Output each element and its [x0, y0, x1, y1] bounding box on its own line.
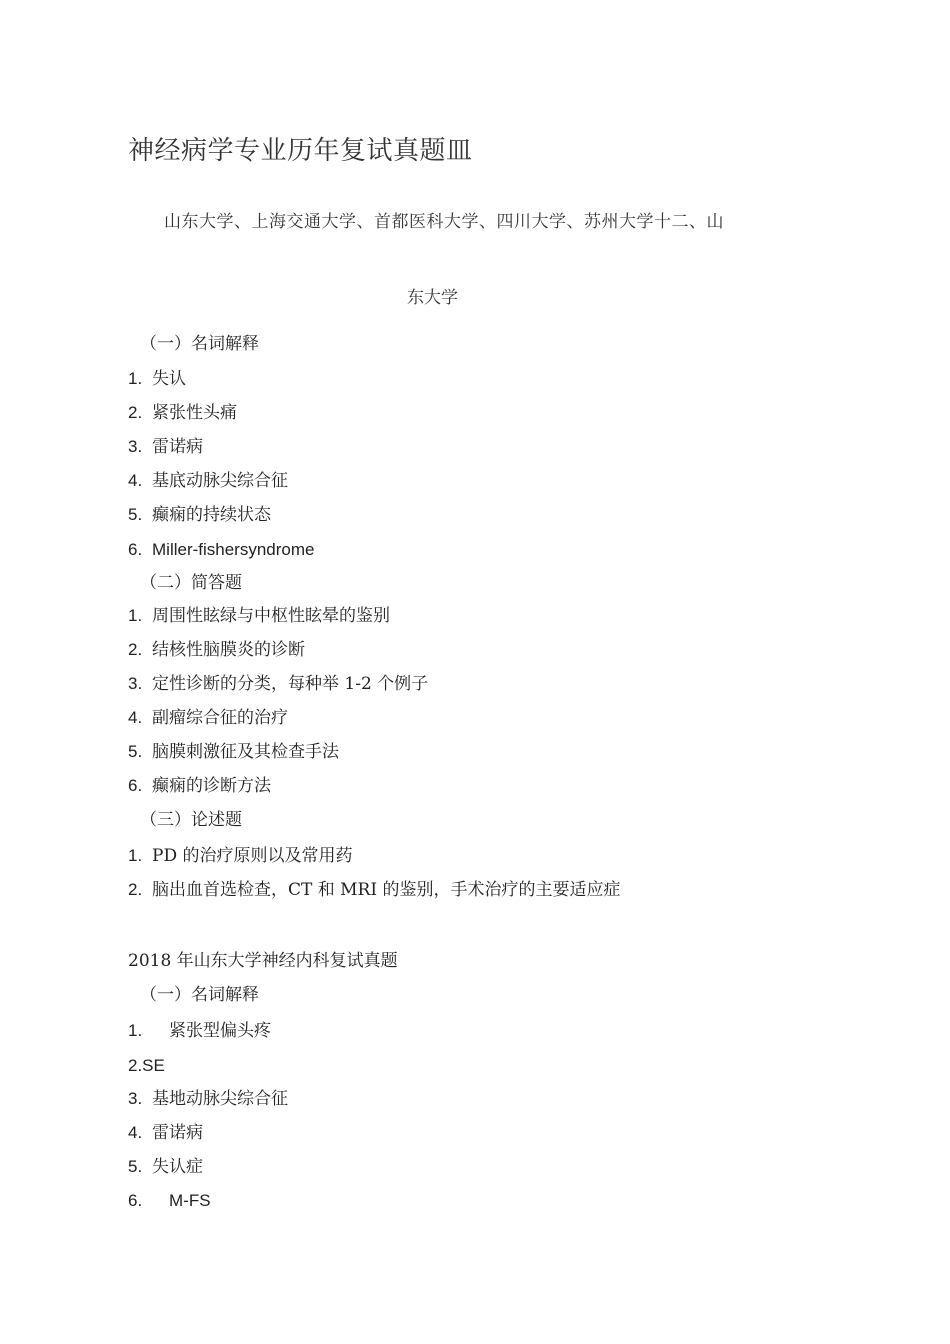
item-number: 4. — [128, 708, 143, 727]
item-text: PD 的治疗原则以及常用药 — [152, 846, 353, 866]
item-text: 基地动脉尖综合征 — [152, 1089, 288, 1109]
list-item — [128, 367, 186, 391]
item-text: 脑出血首选检查，CT 和 MRI 的鉴别，手术治疗的主要适应症 — [152, 880, 621, 900]
section3-heading: （三）论述题 — [140, 810, 242, 830]
item-number: 5. — [128, 1157, 143, 1176]
list-item — [128, 774, 271, 798]
item-number: 6. — [128, 540, 143, 559]
item-number: 5. — [128, 742, 143, 761]
section1-heading: （一）名词解释 — [140, 334, 259, 354]
item-text: 失认症 — [152, 1157, 203, 1177]
section2-heading: （二）简答题 — [140, 573, 242, 593]
list-item — [128, 844, 352, 868]
item-text: Miller-fishersyndrome — [152, 540, 315, 559]
item-text: 紧张性头痛 — [152, 403, 237, 423]
item-number: 4. — [128, 1123, 143, 1142]
item-number: 1. — [128, 1021, 143, 1040]
item-number: 5. — [128, 505, 143, 524]
item-text: 雷诺病 — [152, 437, 203, 457]
list-item — [128, 435, 203, 459]
item-text: 周围性眩绿与中枢性眩晕的鉴别 — [152, 606, 390, 626]
section4-heading: （一）名词解释 — [140, 985, 259, 1005]
item-number: 3. — [128, 674, 143, 693]
item-text: 紧张型偏头疼 — [169, 1021, 271, 1041]
item-text: 雷诺病 — [152, 1123, 203, 1143]
item-number: 2. — [128, 403, 143, 422]
item-text: 癫痫的持续状态 — [152, 505, 271, 525]
list-item — [128, 740, 339, 764]
list-item — [128, 503, 271, 527]
list-item — [128, 1054, 165, 1078]
list-item — [128, 1155, 203, 1179]
list-item — [128, 1121, 203, 1145]
item-text: M-FS — [169, 1191, 211, 1210]
item-text: 结核性脑膜炎的诊断 — [152, 640, 305, 660]
list-item — [128, 538, 314, 562]
list-item — [128, 1189, 211, 1213]
item-number: 6. — [128, 1191, 143, 1210]
item-text: 2.SE — [128, 1056, 165, 1075]
item-text: 基底动脉尖综合征 — [152, 471, 288, 491]
universities-line-continued: 东大学 — [407, 288, 458, 308]
item-text: 失认 — [152, 369, 186, 389]
list-item — [128, 469, 288, 493]
list-item — [128, 672, 428, 696]
exam-2018-title: 2018 年山东大学神经内科复试真题 — [128, 951, 398, 971]
item-number: 2. — [128, 640, 143, 659]
item-number: 1. — [128, 606, 143, 625]
list-item — [128, 706, 288, 730]
list-item — [128, 1019, 271, 1043]
list-item — [128, 878, 620, 902]
item-text: 副瘤综合征的治疗 — [152, 708, 288, 728]
list-item — [128, 1087, 288, 1111]
item-text: 定性诊断的分类，每种举 1-2 个例子 — [152, 674, 429, 694]
item-number: 1. — [128, 846, 143, 865]
document-title: 神经病学专业历年复试真题皿 — [128, 136, 473, 166]
list-item — [128, 401, 237, 425]
item-number: 2. — [128, 880, 143, 899]
item-number: 1. — [128, 369, 143, 388]
item-text: 癫痫的诊断方法 — [152, 776, 271, 796]
universities-line: 山东大学、上海交通大学、首都医科大学、四川大学、苏州大学十二、山 — [164, 212, 724, 232]
list-item — [128, 638, 305, 662]
list-item — [128, 604, 390, 628]
item-number: 3. — [128, 437, 143, 456]
item-number: 6. — [128, 776, 143, 795]
item-number: 4. — [128, 471, 143, 490]
item-number: 3. — [128, 1089, 143, 1108]
item-text: 脑膜刺激征及其检查手法 — [152, 742, 339, 762]
